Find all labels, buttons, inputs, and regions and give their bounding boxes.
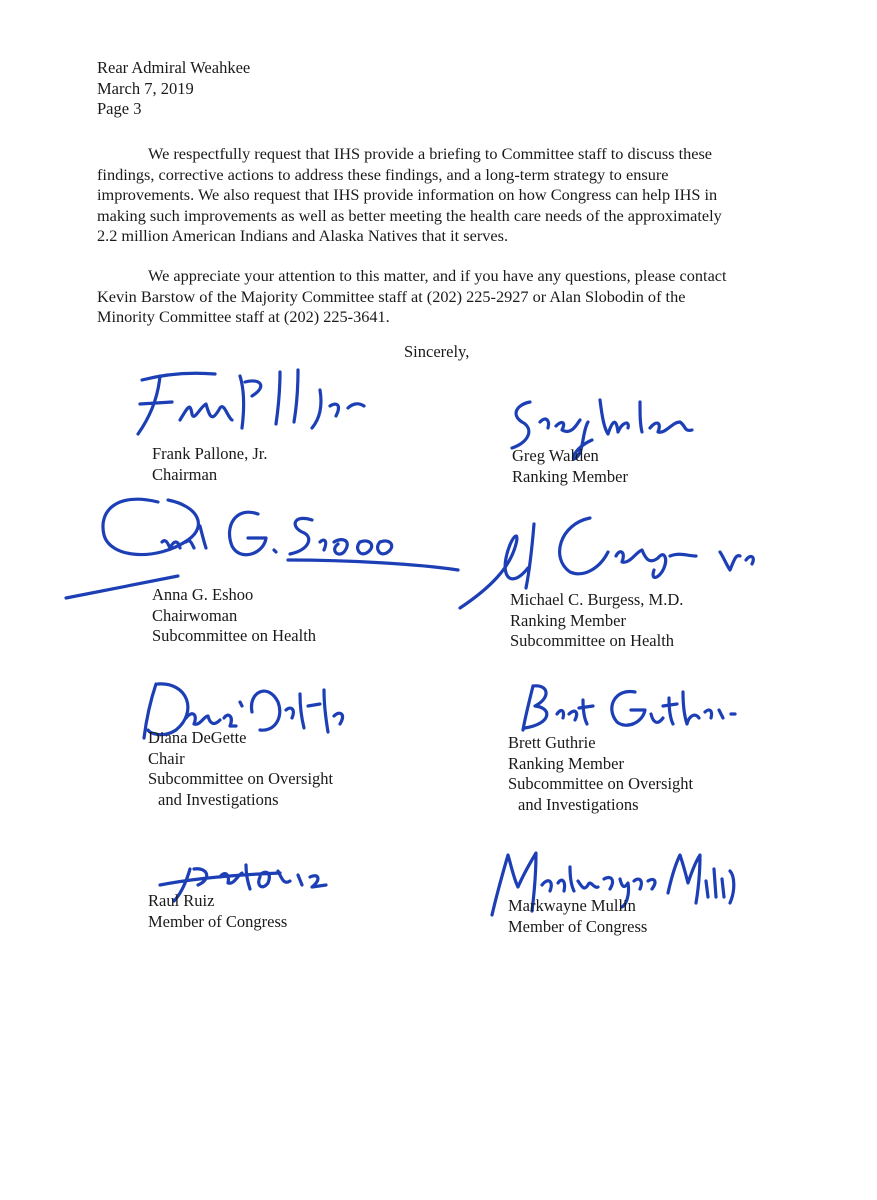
signatory-name: Michael C. Burgess, M.D. <box>510 590 684 609</box>
signature-pallone <box>120 362 380 442</box>
signatory-title: Member of Congress <box>148 911 288 931</box>
letter-header <box>97 58 250 120</box>
signatory-name: Anna G. Eshoo <box>152 585 254 604</box>
signatory-title: Member of Congress <box>508 916 648 936</box>
signature-block-mullin <box>508 896 647 937</box>
signature-block-guthrie <box>508 733 693 815</box>
paragraph-line: We appreciate your attention to this matter, and if you have any questions, please contact <box>148 266 727 285</box>
paragraph-line: findings, corrective actions to address these findings, and a long-term strategy to ensure <box>97 164 669 184</box>
signatory-name: Frank Pallone, Jr. <box>152 444 268 463</box>
date-line: March 7, 2019 <box>97 78 194 98</box>
closing-salutation: Sincerely, <box>404 342 470 361</box>
signature-block-walden <box>512 446 628 487</box>
signature-guthrie <box>505 678 755 738</box>
signature-block-burgess <box>510 590 683 652</box>
paragraph-line: We respectfully request that IHS provide a briefing to Committee staff to discuss these <box>148 144 713 163</box>
signatory-title: Chair <box>148 748 185 768</box>
paragraph-line: Kevin Barstow of the Majority Committee staff at (202) 225-2927 or Alan Slobodin of the <box>97 286 686 306</box>
signature-block-ruiz <box>148 891 287 932</box>
recipient-line: Rear Admiral Weahkee <box>97 58 251 77</box>
signatory-subcommittee: Subcommittee on Health <box>510 631 675 650</box>
signatory-name: Greg Walden <box>512 446 599 465</box>
signatory-title: Ranking Member <box>508 753 624 773</box>
paragraph-line: improvements. We also request that IHS provide information on how Congress can help IHS in <box>97 185 718 204</box>
page-number: Page 3 <box>97 99 142 118</box>
signatory-subcommittee: and Investigations <box>158 789 279 809</box>
signatory-name: Diana DeGette <box>148 728 247 747</box>
paragraph-line: 2.2 million American Indians and Alaska Natives that it serves. <box>97 226 509 245</box>
signature-block-pallone <box>152 444 268 485</box>
signatory-name: Raul Ruiz <box>148 891 215 910</box>
signatory-title: Ranking Member <box>512 466 628 486</box>
signatory-subcommittee: and Investigations <box>518 794 639 814</box>
paragraph-briefing-request <box>97 144 722 247</box>
signatory-title: Chairwoman <box>152 605 238 625</box>
signatory-title: Ranking Member <box>510 610 626 630</box>
signatory-name: Markwayne Mullin <box>508 896 636 915</box>
signatory-title: Chairman <box>152 464 218 484</box>
paragraph-contacts <box>97 266 727 328</box>
signatory-name: Brett Guthrie <box>508 733 596 752</box>
signatory-subcommittee: Subcommittee on Health <box>152 626 317 645</box>
signature-block-eshoo <box>152 585 316 647</box>
paragraph-line: Minority Committee staff at (202) 225-3641. <box>97 307 390 326</box>
paragraph-line: making such improvements as well as better meeting the health care needs of the approximately <box>97 205 722 225</box>
signatory-subcommittee: Subcommittee on Oversight <box>148 769 334 788</box>
signature-block-degette <box>148 728 333 810</box>
signatory-subcommittee: Subcommittee on Oversight <box>508 774 694 793</box>
